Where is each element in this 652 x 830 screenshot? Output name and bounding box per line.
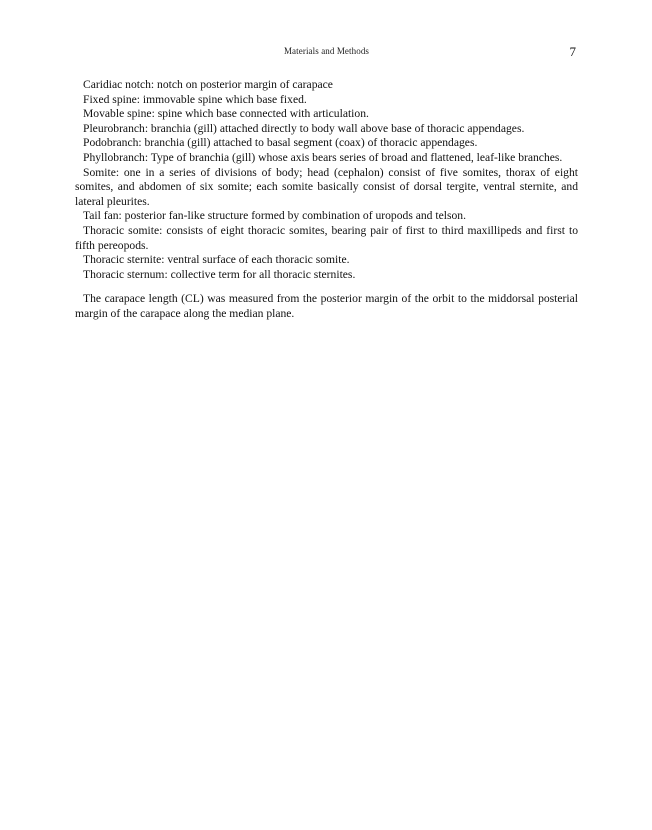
glossary-item-thoracic-sternite: Thoracic sternite: ventral surface of each thoracic somite. (83, 253, 350, 267)
glossary-item-thoracic-sternum: Thoracic sternum: collective term for all thoracic sternites. (83, 267, 356, 281)
running-head (75, 44, 578, 60)
glossary-item-somite: Somite: one in a series of divisions of body; head (cephalon) consist of five somites, thorax of eight somites, and abdomen of six somite; each somite basically consist of dorsal tergite, ventral sternite, and lateral pleurites. (75, 165, 578, 208)
glossary-item-tail-fan: Tail fan: posterior fan-like structure formed by combination of uropods and telson. (83, 209, 466, 223)
glossary-item-phyllobranch: Phyllobranch: Type of branchia (gill) whose axis bears series of broad and flattened, leaf-like branches. (83, 150, 563, 164)
body-text (75, 78, 578, 322)
glossary-item-cardiac-notch: Caridiac notch: notch on posterior margin of carapace (83, 78, 333, 91)
glossary-list (75, 78, 578, 282)
glossary-item-thoracic-somite: Thoracic somite: consists of eight thoracic somites, bearing pair of first to third maxillipeds and first to fifth pereopods. (75, 223, 578, 252)
running-title: Materials and Methods (283, 46, 370, 56)
page-number: 7 (569, 44, 576, 59)
glossary-item-pleurobranch: Pleurobranch: branchia (gill) attached directly to body wall above base of thoracic appendages. (83, 121, 525, 135)
glossary-item-podobranch: Podobranch: branchia (gill) attached to basal segment (coax) of thoracic appendages. (83, 136, 478, 150)
glossary-item-movable-spine: Movable spine: spine which base connected with articulation. (83, 107, 369, 121)
carapace-length-paragraph: The carapace length (CL) was measured from the posterior margin of the orbit to the middorsal posterial margin of the carapace along the median plane. (75, 292, 578, 320)
glossary-item-fixed-spine: Fixed spine: immovable spine which base fixed. (83, 92, 307, 106)
